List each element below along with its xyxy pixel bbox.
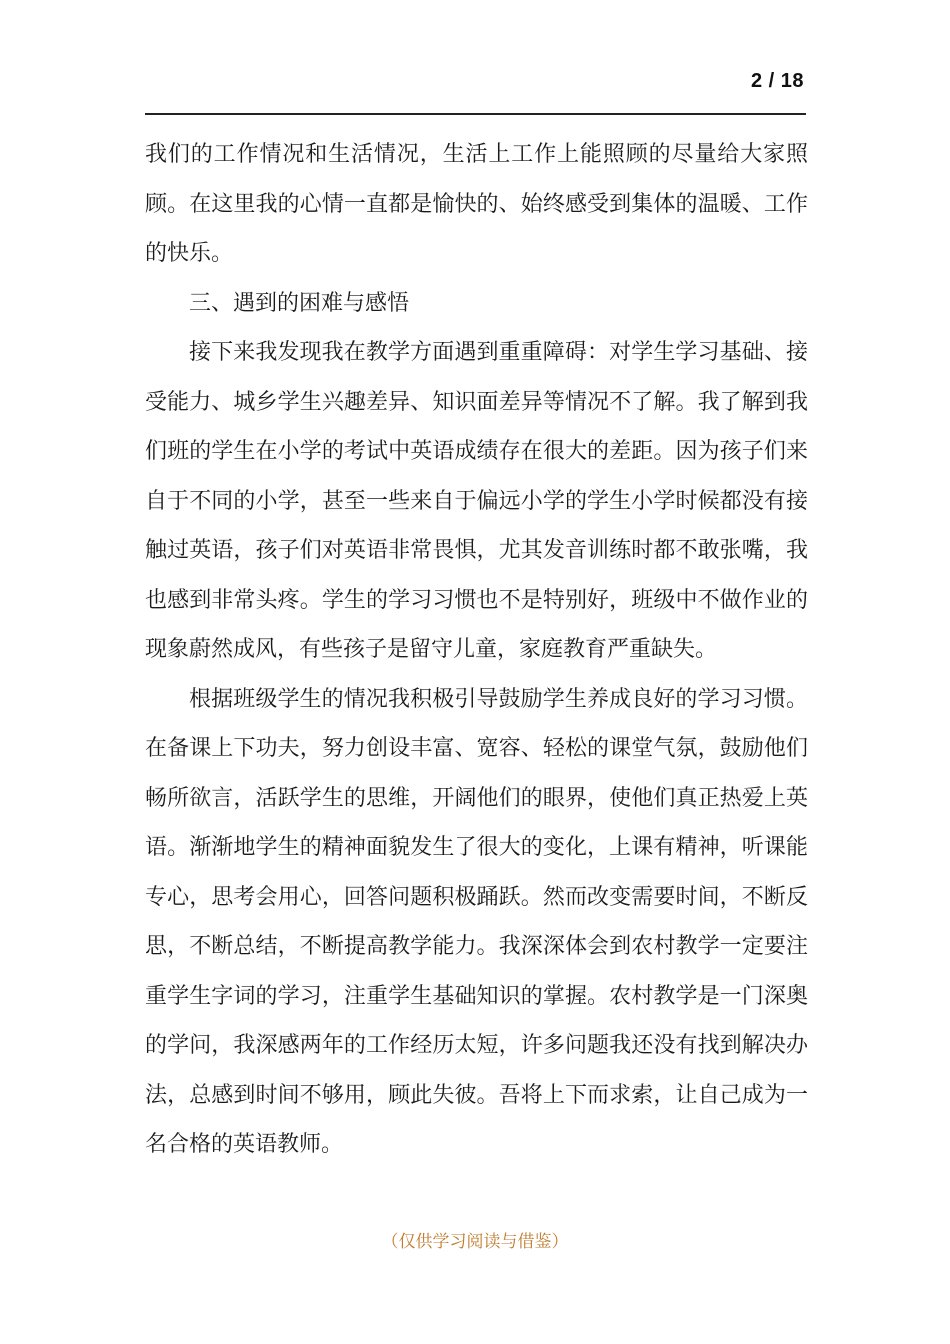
header-divider — [145, 113, 806, 115]
section-heading: 三、遇到的困难与感悟 — [189, 290, 410, 316]
paragraph-continuation: 我们的工作情况和生活情况，生活上工作上能照顾的尽量给大家照顾。在这里我的心情一直都是愉快的、始终感受到集体的温暖、工作的快乐。 — [145, 142, 808, 266]
page-number: 2 / 18 — [750, 70, 804, 92]
footer-disclaimer: （仅供学习阅读与借鉴） — [381, 1232, 569, 1252]
paragraph-reflections: 根据班级学生的情况我积极引导鼓励学生养成良好的学习习惯。在备课上下功夫，努力创设丰富、宽容、轻松的课堂气氛，鼓励他们畅所欲言，活跃学生的思维，开阔他们的眼界，使他们真正热爱上英语。渐渐地学生的精神面貌发生了很大的变化，上课有精神，听课能专心，思考会用心，回答问题积极踊跃。然而改变需要时间，不断反思，不断总结，不断提高教学能力。我深深体会到农村教学一定要注重学生字词的学习，注重学生基础知识的掌握。农村教学是一门深奥的学问，我深感两年的工作经历太短，许多问题我还没有找到解决办法，总感到时间不够用，顾此失彼。吾将上下而求索，让自己成为一名合格的英语教师。 — [145, 686, 808, 1157]
paragraph-difficulties: 接下来我发现我在教学方面遇到重重障碍：对学生学习基础、接受能力、城乡学生兴趣差异、知识面差异等情况不了解。我了解到我们班的学生在小学的考试中英语成绩存在很大的差距。因为孩子们来自于不同的小学，甚至一些来自于偏远小学的学生小学时候都没有接触过英语，孩子们对英语非常畏惧，尤其发音训练时都不敢张嘴，我也感到非常头疼。学生的学习习惯也不是特别好，班级中不做作业的现象蔚然成风，有些孩子是留守儿童，家庭教育严重缺失。 — [145, 340, 808, 662]
document-body — [145, 130, 808, 1170]
